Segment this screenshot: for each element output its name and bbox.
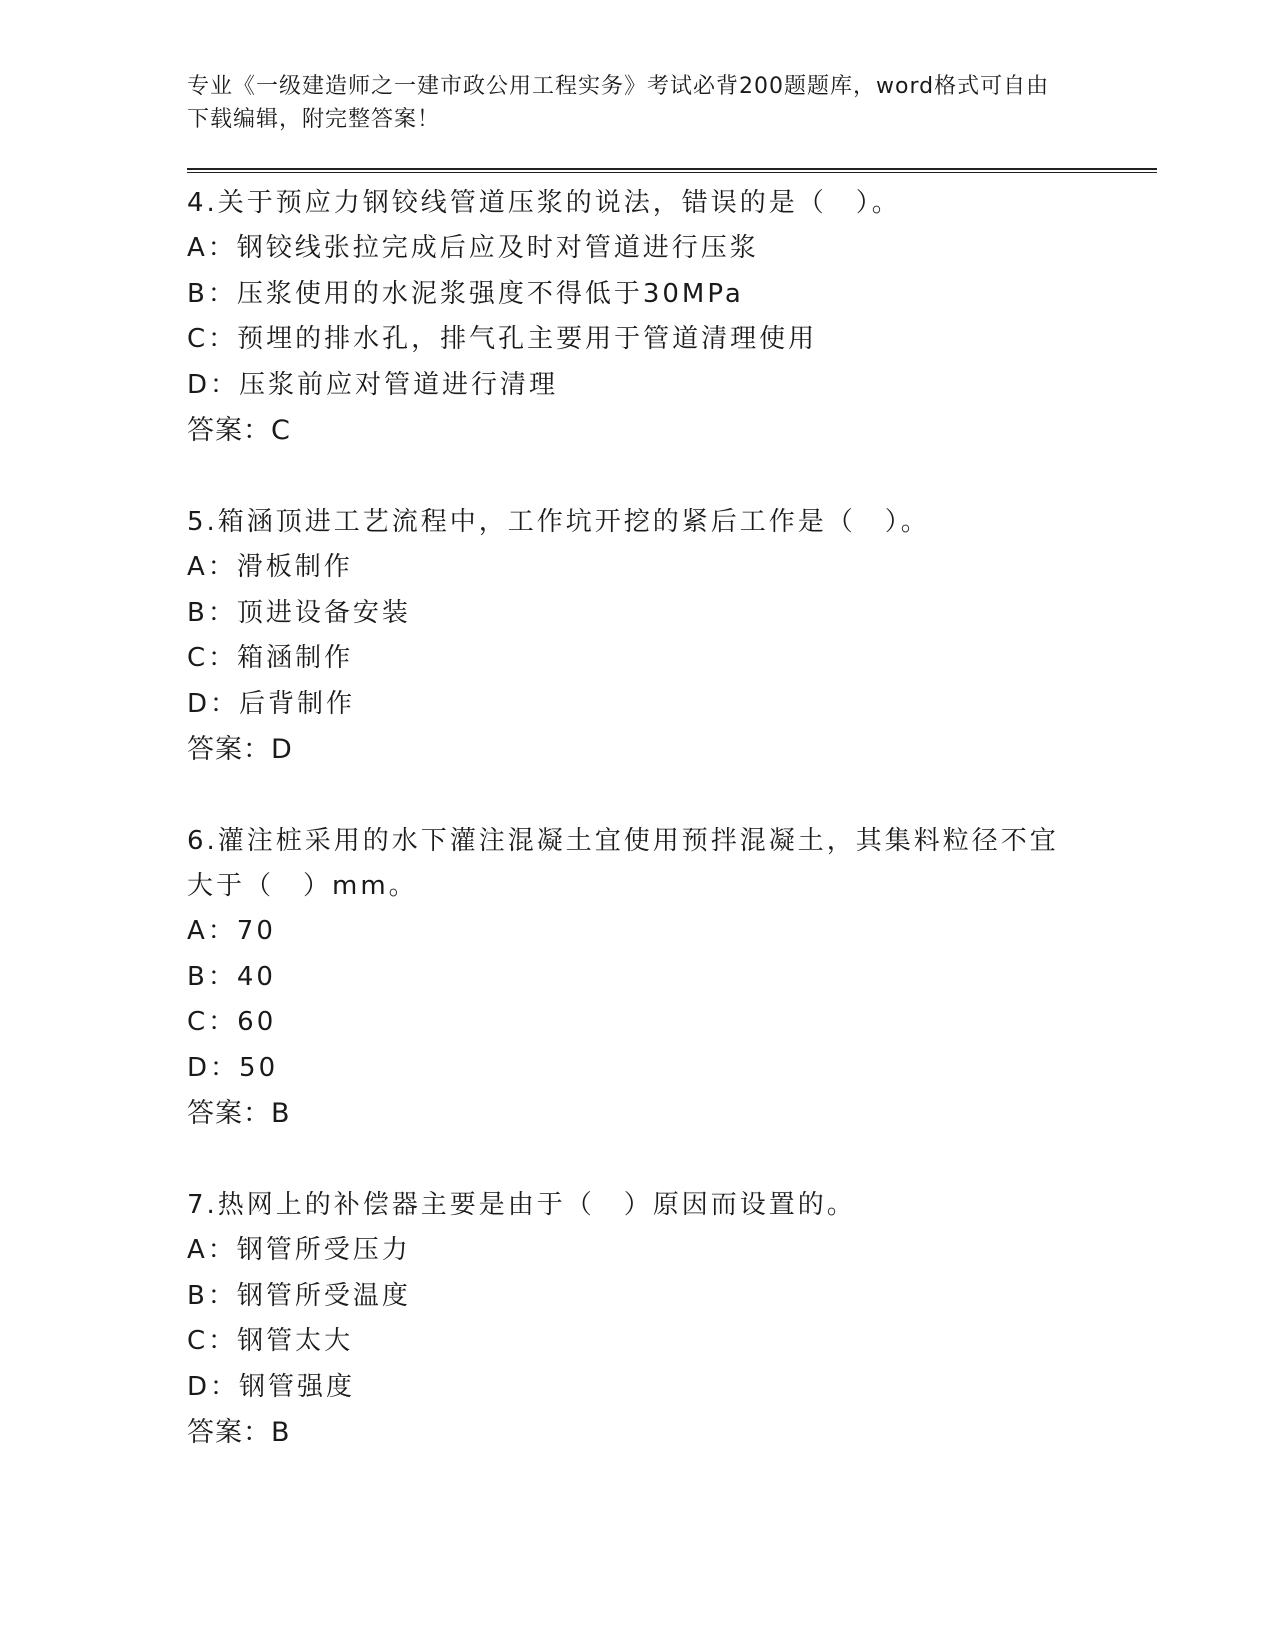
document-page [187, 70, 1157, 1455]
question-stem: 6.灌注桩采用的水下灌注混凝土宜使用预拌混凝土，其集料粒径不宜大于（ ）mm。 [187, 826, 1059, 901]
option-b: B：40 [187, 961, 276, 992]
question-spacer [187, 772, 1157, 819]
question-4 [187, 181, 1157, 453]
option-a: A：滑板制作 [187, 552, 353, 582]
option-c: C：预埋的排水孔，排气孔主要用于管道清理使用 [187, 324, 818, 354]
header-divider [187, 168, 1157, 173]
option-d: D：后背制作 [187, 688, 356, 719]
question-7 [187, 1183, 1157, 1455]
option-a: A：70 [187, 916, 276, 946]
answer-line: 答案：B [187, 1098, 291, 1129]
question-spacer [187, 1136, 1157, 1183]
option-b: B：压浆使用的水泥浆强度不得低于30MPa [187, 278, 744, 309]
document-header: 专业《一级建造师之一建市政公用工程实务》考试必背200题题库，word格式可自由下载编辑，附完整答案！ [187, 74, 1050, 132]
question-stem: 5.箱涵顶进工艺流程中，工作坑开挖的紧后工作是（ ）。 [187, 507, 930, 537]
question-stem: 4.关于预应力钢铰线管道压浆的说法，错误的是（ ）。 [187, 188, 901, 218]
question-6 [187, 819, 1157, 1136]
option-c: C：钢管太大 [187, 1326, 354, 1356]
question-stem: 7.热网上的补偿器主要是由于（ ）原因而设置的。 [187, 1190, 856, 1220]
option-a: A：钢管所受压力 [187, 1235, 411, 1265]
answer-line: 答案：B [187, 1417, 291, 1448]
question-spacer [187, 453, 1157, 500]
option-c: C：60 [187, 1007, 277, 1037]
option-b: B：钢管所受温度 [187, 1280, 411, 1311]
question-5 [187, 500, 1157, 772]
answer-line: 答案：D [187, 734, 293, 765]
option-c: C：箱涵制作 [187, 643, 354, 673]
option-d: D：钢管强度 [187, 1371, 356, 1402]
option-b: B：顶进设备安装 [187, 597, 411, 628]
answer-line: 答案：C [187, 415, 291, 446]
option-d: D：压浆前应对管道进行清理 [187, 369, 559, 400]
option-a: A：钢铰线张拉完成后应及时对管道进行压浆 [187, 233, 759, 263]
option-d: D：50 [187, 1052, 279, 1083]
